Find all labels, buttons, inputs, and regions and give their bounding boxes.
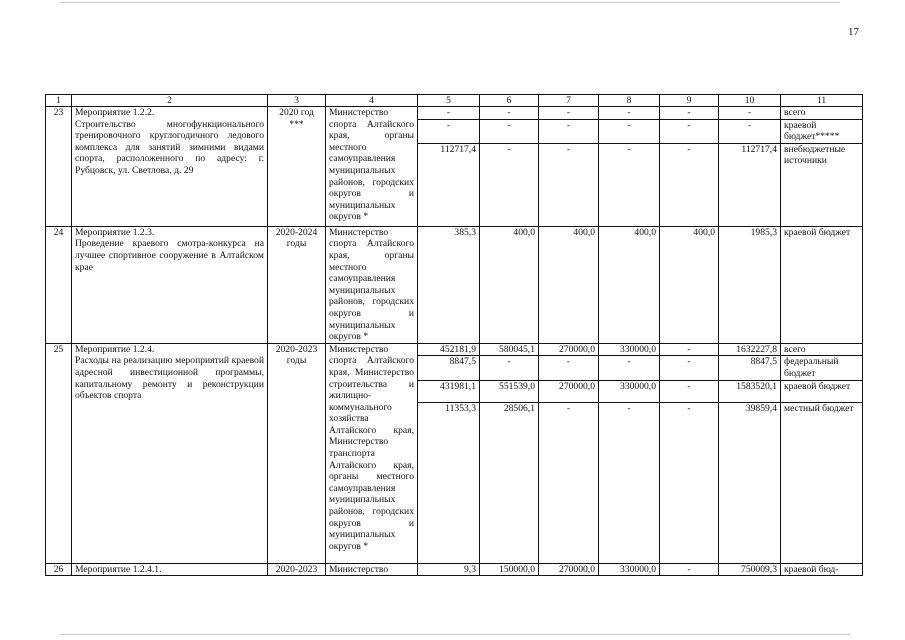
funding-value: - — [418, 107, 480, 120]
implementation-period: 2020 год *** — [268, 107, 326, 227]
implementation-period: 2020-2023 годы — [268, 343, 326, 563]
funding-value: - — [660, 343, 719, 356]
header-cell: 6 — [480, 95, 539, 107]
funding-value: 551539,0 — [480, 380, 539, 402]
measure-number: 25 — [46, 343, 72, 563]
funding-source: краевой бюд- — [781, 563, 863, 576]
funding-value: 750009,3 — [719, 563, 781, 576]
funding-value: 270000,0 — [539, 380, 599, 402]
funding-value: - — [599, 402, 660, 563]
measure-title: Мероприятие 1.2.4. — [75, 343, 155, 355]
responsible-executor: Министерство спорта Алтайского края, органы местного самоуправления муниципальных районов, городских округов и муниципальных округов * — [326, 226, 418, 343]
implementation-period: 2020-2023 — [268, 563, 326, 576]
funding-value: - — [660, 119, 719, 143]
table-row — [46, 343, 863, 356]
funding-source: краевой бюджет — [781, 380, 863, 402]
funding-value: 1632227,8 — [719, 343, 781, 356]
scan-artifact-top — [60, 2, 840, 3]
measure-number: 23 — [46, 107, 72, 227]
header-cell: 7 — [539, 95, 599, 107]
funding-value: 1985,3 — [719, 226, 781, 343]
funding-value: - — [599, 143, 660, 226]
funding-value: - — [539, 119, 599, 143]
table-row — [46, 563, 863, 576]
funding-value: 270000,0 — [539, 343, 599, 356]
funding-value: 400,0 — [480, 226, 539, 343]
measure-description: Проведение краевого смотра-конкурса на лучшее спортивное сооружение в Алтайском крае — [75, 238, 264, 273]
funding-value: 9,3 — [418, 563, 480, 576]
funding-value: - — [719, 119, 781, 143]
measure-title: Мероприятие 1.2.4.1. — [75, 563, 162, 575]
measure-description: Расходы на реализацию мероприятий краевой адресной инвестиционной программы, капитальному ремонту и реконструкции объектов спорта — [75, 355, 264, 402]
funding-value: - — [418, 119, 480, 143]
funding-table — [45, 94, 863, 576]
funding-value: 452181,9 — [418, 343, 480, 356]
funding-value: - — [719, 107, 781, 120]
measure-number: 26 — [46, 563, 72, 576]
funding-value: 112717,4 — [418, 143, 480, 226]
header-cell: 3 — [268, 95, 326, 107]
funding-value: 28506,1 — [480, 402, 539, 563]
funding-value: 150000,0 — [480, 563, 539, 576]
measure-name — [72, 107, 268, 227]
header-cell: 9 — [660, 95, 719, 107]
funding-source: краевой бюджет — [781, 226, 863, 343]
header-cell: 5 — [418, 95, 480, 107]
funding-value: 11353,3 — [418, 402, 480, 563]
page-number: 17 — [848, 26, 859, 38]
funding-value: 330000,0 — [599, 380, 660, 402]
funding-value: - — [539, 143, 599, 226]
funding-value: 39859,4 — [719, 402, 781, 563]
funding-value: - — [660, 380, 719, 402]
funding-value: 400,0 — [539, 226, 599, 343]
funding-value: - — [480, 119, 539, 143]
funding-value: 385,3 — [418, 226, 480, 343]
header-cell: 8 — [599, 95, 660, 107]
funding-source: краевой бюджет***** — [781, 119, 863, 143]
funding-source: федеральный бюджет — [781, 356, 863, 380]
measure-name — [72, 343, 268, 563]
funding-value: 400,0 — [599, 226, 660, 343]
funding-value: 270000,0 — [539, 563, 599, 576]
funding-value: 400,0 — [660, 226, 719, 343]
header-cell: 11 — [781, 95, 863, 107]
funding-value: - — [480, 107, 539, 120]
funding-value: - — [660, 107, 719, 120]
table-row — [46, 107, 863, 120]
funding-value: - — [599, 119, 660, 143]
funding-value: - — [660, 402, 719, 563]
funding-source: внебюджетные источники — [781, 143, 863, 226]
funding-value: - — [539, 107, 599, 120]
funding-source: всего — [781, 107, 863, 120]
measure-description: Строительство многофункционального тренировочного круглогодичного ледового комплекса для занятий зимними видами спорта, расположенного по адресу: г. Рубцовск, ул. Светлова, д. 29 — [75, 118, 264, 176]
responsible-executor: Министерство спорта Алтайского края, органы местного самоуправления муниципальных районов, городских округов и муниципальных округов * — [326, 107, 418, 227]
header-cell: 2 — [72, 95, 268, 107]
funding-source: местный бюджет — [781, 402, 863, 563]
table-row — [46, 226, 863, 343]
funding-value: - — [480, 143, 539, 226]
scan-artifact-bottom — [60, 634, 850, 635]
header-cell: 10 — [719, 95, 781, 107]
funding-value: 8847,5 — [719, 356, 781, 380]
header-cell: 4 — [326, 95, 418, 107]
funding-value: 1583520,1 — [719, 380, 781, 402]
measure-title: Мероприятие 1.2.2. — [75, 107, 155, 118]
funding-value: 330000,0 — [599, 563, 660, 576]
responsible-executor: Министерство спорта Алтайского края, Министерство строительства и жилищно-коммунального хозяйства Алтайского края, Министерство транспорта Алтайского края, органы местного самоуправления муниципальных районов, городских округов и муниципальных округов * — [326, 343, 418, 563]
funding-source: всего — [781, 343, 863, 356]
funding-value: - — [480, 356, 539, 380]
funding-value: 112717,4 — [719, 143, 781, 226]
funding-value: - — [539, 356, 599, 380]
measure-number: 24 — [46, 226, 72, 343]
funding-value: - — [660, 356, 719, 380]
measure-name — [72, 563, 268, 576]
funding-value: - — [660, 143, 719, 226]
funding-value: - — [599, 107, 660, 120]
measure-name — [72, 226, 268, 343]
funding-value: 431981,1 — [418, 380, 480, 402]
responsible-executor: Министерство — [326, 563, 418, 576]
header-row — [46, 95, 863, 107]
funding-value: - — [599, 356, 660, 380]
funding-value: 580045,1 — [480, 343, 539, 356]
funding-value: 330000,0 — [599, 343, 660, 356]
header-cell: 1 — [46, 95, 72, 107]
funding-value: - — [660, 563, 719, 576]
measure-title: Мероприятие 1.2.3. — [75, 226, 155, 238]
funding-value: 8847,5 — [418, 356, 480, 380]
implementation-period: 2020-2024 годы — [268, 226, 326, 343]
funding-value: - — [539, 402, 599, 563]
